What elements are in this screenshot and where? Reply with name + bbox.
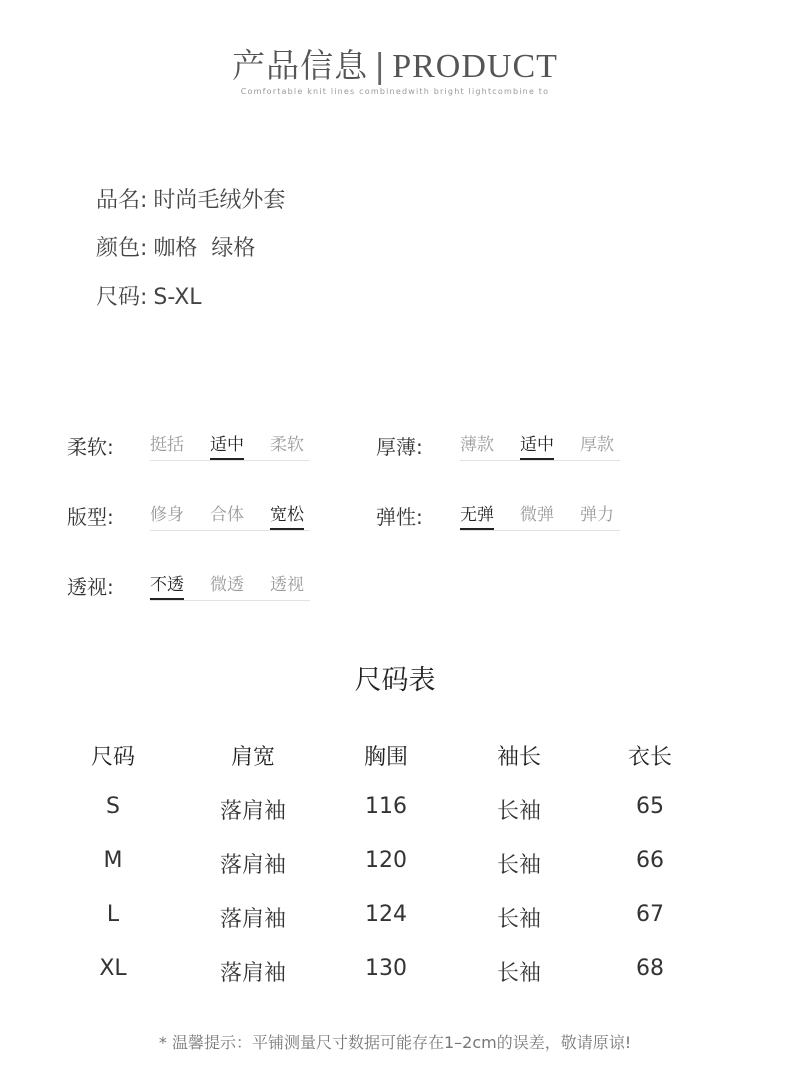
- info-label: 尺码:: [96, 285, 148, 310]
- info-label: 品名:: [96, 188, 148, 213]
- attr-option: 厚款: [580, 435, 614, 455]
- table-cell: XL: [99, 956, 127, 981]
- attr-options-thickness: [460, 430, 620, 461]
- table-cell: 66: [636, 848, 664, 873]
- attr-options-fit: [150, 500, 310, 531]
- table-header-cell: 袖长: [496, 745, 541, 770]
- attr-label-thickness: 厚薄:: [376, 435, 423, 459]
- attr-label-softness: 柔软:: [67, 435, 114, 459]
- table-cell: 长袖: [496, 961, 541, 986]
- info-row-name: [96, 183, 285, 214]
- info-value: S-XL: [153, 285, 202, 310]
- table-cell: 65: [636, 794, 664, 819]
- table-cell: 长袖: [496, 907, 541, 932]
- attr-option: 微透: [210, 575, 244, 595]
- table-header-cell: 衣长: [627, 745, 672, 770]
- attr-option: 挺括: [150, 435, 184, 455]
- info-value: 咖格 绿格: [153, 236, 256, 261]
- table-cell: 130: [365, 956, 407, 981]
- attr-option: 不透: [150, 570, 184, 600]
- info-row-color: [96, 231, 255, 262]
- attr-option: 弹力: [580, 505, 614, 525]
- size-table-title: 尺码表: [354, 665, 436, 696]
- table-cell: 67: [636, 902, 664, 927]
- attr-options-elasticity: [460, 500, 620, 531]
- attr-option: 薄款: [460, 435, 494, 455]
- table-cell: 68: [636, 956, 664, 981]
- page-title-cn: 产品信息: [232, 46, 369, 85]
- attr-options-softness: [150, 430, 310, 461]
- table-cell: 长袖: [496, 853, 541, 878]
- table-cell: 落肩袖: [219, 961, 286, 986]
- table-header-cell: 尺码: [90, 745, 135, 770]
- measurement-note: * 温馨提示：平铺测量尺寸数据可能存在1–2cm的误差，敬请原谅!: [158, 1033, 632, 1052]
- table-cell: 落肩袖: [219, 799, 286, 824]
- info-label: 颜色:: [96, 236, 148, 261]
- table-cell: 120: [365, 848, 407, 873]
- attr-option: 透视: [270, 575, 304, 595]
- attr-option: 微弹: [520, 505, 554, 525]
- page-subtitle: Comfortable knit lines combinedwith bright lightcombine to: [240, 87, 550, 96]
- attr-option: 修身: [150, 505, 184, 525]
- attr-options-transparency: [150, 570, 310, 601]
- table-cell: 落肩袖: [219, 907, 286, 932]
- table-cell: 落肩袖: [219, 853, 286, 878]
- table-cell: 116: [365, 794, 407, 819]
- page-title: [0, 40, 790, 87]
- table-header-cell: 胸围: [363, 745, 408, 770]
- attr-option: 柔软: [270, 435, 304, 455]
- page-title-en: PRODUCT: [392, 48, 558, 85]
- title-separator: |: [374, 46, 387, 85]
- info-row-size: [96, 280, 202, 311]
- attr-label-fit: 版型:: [67, 505, 114, 529]
- table-cell: M: [103, 848, 123, 873]
- attr-option: 合体: [210, 505, 244, 525]
- table-header-cell: 肩宽: [230, 745, 275, 770]
- table-cell: 124: [365, 902, 407, 927]
- attr-option: 无弹: [460, 500, 494, 530]
- info-value: 时尚毛绒外套: [153, 188, 286, 213]
- table-cell: 长袖: [496, 799, 541, 824]
- attr-label-elasticity: 弹性:: [376, 505, 423, 529]
- attr-option: 宽松: [270, 500, 304, 530]
- attr-label-transparency: 透视:: [67, 575, 114, 599]
- table-cell: L: [106, 902, 120, 927]
- attr-option: 适中: [210, 430, 244, 460]
- attr-option: 适中: [520, 430, 554, 460]
- table-cell: S: [106, 794, 120, 819]
